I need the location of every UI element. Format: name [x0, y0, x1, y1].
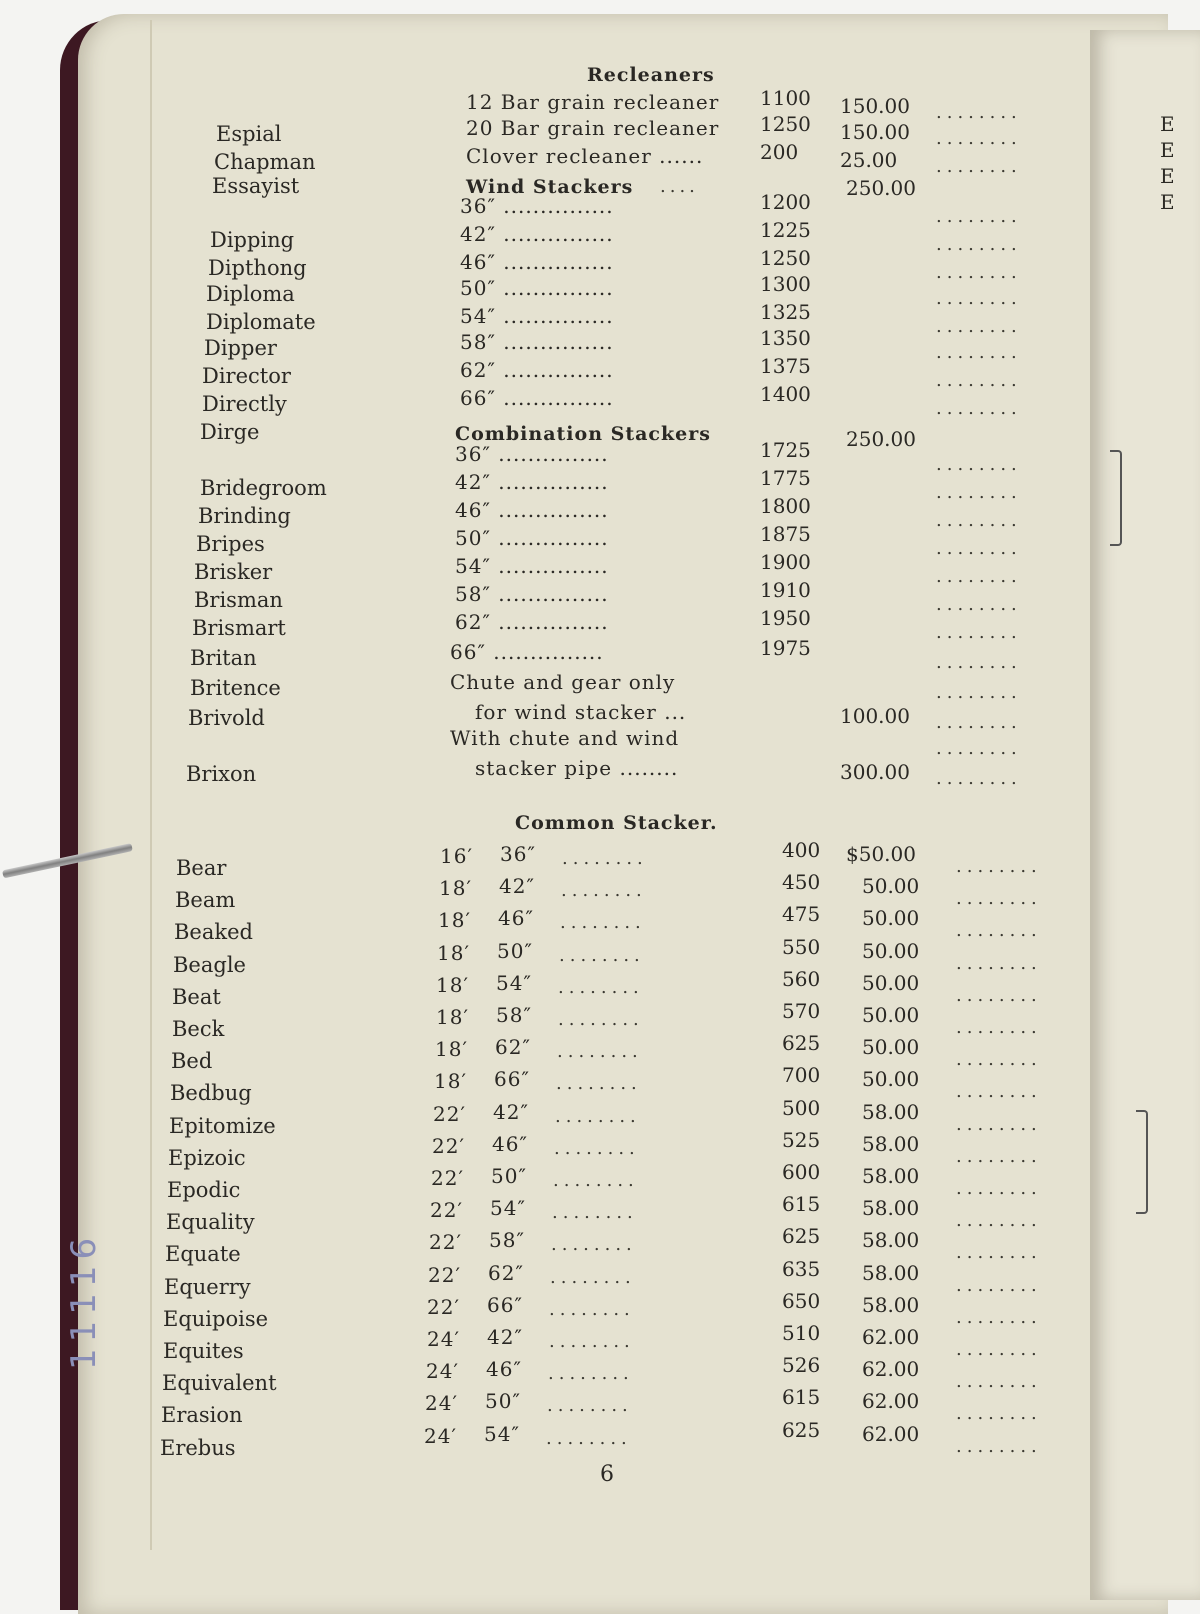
item-description: 50″ ...............	[460, 276, 614, 300]
item-price: 62.00	[862, 1389, 920, 1414]
stacker-length: 22′	[429, 1230, 462, 1255]
item-price: 62.00	[862, 1325, 920, 1349]
item-price: 50.00	[862, 906, 920, 931]
stacker-length: 22′	[427, 1294, 460, 1319]
row-leader: ........	[558, 1009, 644, 1030]
item-weight: 615	[782, 1192, 821, 1217]
stacker-size: 42″	[493, 1099, 529, 1124]
item-weight: 570	[782, 999, 821, 1023]
order-blank-leader: ........	[956, 1371, 1042, 1393]
stacker-length: 22′	[432, 1133, 465, 1158]
stacker-length: 18′	[437, 940, 470, 965]
item-price: 50.00	[862, 970, 920, 995]
order-blank-leader: ........	[956, 1145, 1042, 1167]
item-description: 50″ ...............	[455, 526, 609, 550]
stacker-length: 24′	[425, 1391, 458, 1416]
order-blank-leader: ........	[936, 712, 1022, 733]
row-leader: ........	[553, 1170, 639, 1191]
stacker-length: 22′	[428, 1262, 461, 1287]
stacker-length: 24′	[424, 1423, 457, 1448]
item-description: With chute and wind	[450, 726, 680, 750]
item-description: 42″ ...............	[455, 470, 609, 494]
item-weight: 1250	[760, 112, 811, 136]
telegraph-code: Equality	[166, 1210, 255, 1235]
row-leader: ........	[551, 1234, 637, 1256]
telegraph-code: Equerry	[164, 1274, 251, 1299]
order-blank-leader: ........	[956, 1049, 1042, 1071]
row-leader: ........	[550, 1266, 636, 1288]
stacker-size: 62″	[488, 1260, 524, 1285]
item-price: 62.00	[862, 1357, 920, 1382]
item-description: 46″ ...............	[455, 498, 609, 522]
telegraph-code: Epizoic	[168, 1145, 246, 1170]
stacker-length: 22′	[433, 1101, 466, 1126]
stacker-length: 18′	[436, 972, 469, 997]
telegraph-code: Dipper	[204, 336, 277, 360]
order-blank-leader: ........	[956, 920, 1042, 942]
item-description: 58″ ...............	[460, 330, 614, 354]
row-leader: ........	[561, 880, 647, 902]
row-leader: ........	[557, 1041, 643, 1063]
stacker-size: 66″	[494, 1067, 530, 1092]
item-weight: 1200	[760, 190, 811, 214]
item-description: 54″ ...............	[455, 554, 609, 578]
item-weight: 1775	[760, 466, 811, 490]
row-leader: ........	[547, 1395, 633, 1417]
order-blank-leader: ........	[936, 234, 1022, 255]
item-price: 58.00	[862, 1228, 920, 1253]
telegraph-code: Equipoise	[163, 1306, 269, 1331]
telegraph-code: Director	[202, 364, 291, 388]
telegraph-code: Dipthong	[208, 256, 307, 280]
item-description: 46″ ...............	[460, 250, 614, 274]
order-blank-leader: ........	[936, 768, 1022, 789]
telegraph-code: Essayist	[212, 174, 300, 198]
order-blank-leader: ........	[936, 682, 1022, 703]
order-blank-leader: ........	[936, 370, 1022, 391]
telegraph-code: Bridegroom	[200, 476, 327, 500]
item-weight: 526	[782, 1353, 821, 1378]
stacker-length: 18′	[435, 1037, 468, 1062]
telegraph-code: Beat	[172, 984, 221, 1009]
telegraph-code: Espial	[216, 122, 282, 146]
telegraph-code: Brisman	[194, 588, 283, 612]
item-weight: 1725	[760, 438, 811, 462]
item-weight: 600	[782, 1160, 821, 1184]
telegraph-code: Brivold	[188, 706, 265, 730]
item-price: 50.00	[862, 938, 920, 963]
item-weight: 1300	[760, 272, 811, 296]
order-blank-leader: ........	[936, 594, 1022, 615]
item-weight: 1325	[760, 300, 811, 324]
item-weight: 1910	[760, 578, 811, 602]
row-leader: ........	[555, 1105, 641, 1127]
telegraph-code: Chapman	[214, 150, 316, 174]
stacker-size: 46″	[486, 1357, 522, 1382]
order-blank-leader: ........	[956, 1306, 1042, 1328]
order-blank-leader: ........	[956, 1210, 1042, 1232]
telegraph-code: Bear	[176, 856, 227, 880]
row-leader: ........	[562, 848, 648, 869]
page-margin-line	[150, 20, 162, 1550]
item-description: 66″ ...............	[450, 640, 604, 664]
stacker-size: 62″	[495, 1035, 531, 1060]
item-description: stacker pipe ........	[475, 756, 679, 780]
telegraph-code: Britan	[190, 646, 257, 670]
order-blank-leader: ........	[956, 1339, 1042, 1360]
row-leader: ........	[552, 1202, 638, 1224]
item-price: 50.00	[862, 1035, 920, 1060]
order-blank-leader: ........	[956, 1081, 1042, 1103]
telegraph-code: Equate	[165, 1242, 241, 1267]
order-blank-leader: ........	[956, 984, 1042, 1006]
telegraph-code: Bripes	[196, 532, 265, 556]
telegraph-code: Dipping	[210, 228, 295, 252]
row-leader: ........	[549, 1331, 635, 1352]
row-leader: ........	[560, 912, 646, 934]
stacker-length: 18′	[436, 1005, 469, 1029]
right-page	[1090, 30, 1200, 1600]
stacker-size: 50″	[485, 1389, 521, 1414]
item-price: 150.00	[840, 94, 910, 118]
item-weight: 1250	[760, 246, 811, 270]
order-blank-leader: ........	[936, 738, 1022, 759]
item-weight: 400	[782, 838, 821, 862]
item-weight: 1950	[760, 606, 811, 630]
section-title-combination-stackers: Combination Stackers	[455, 423, 711, 445]
order-blank-leader: ........	[936, 566, 1022, 587]
order-blank-leader: ........	[956, 1178, 1042, 1199]
order-blank-leader: ........	[936, 262, 1022, 283]
item-weight: 1975	[760, 636, 811, 660]
order-blank-leader: ........	[936, 342, 1022, 363]
item-weight: 1800	[760, 494, 811, 518]
item-price: 58.00	[862, 1196, 920, 1221]
order-blank-leader: ........	[936, 398, 1022, 419]
telegraph-code: Britence	[190, 676, 281, 700]
item-weight: 1100	[760, 86, 811, 110]
order-blank-leader: ........	[936, 288, 1022, 309]
item-description: 54″ ...............	[460, 304, 614, 328]
item-price: 100.00	[840, 704, 910, 728]
stacker-length: 18′	[439, 876, 472, 901]
item-price: 58.00	[862, 1164, 920, 1188]
telegraph-code: Directly	[202, 392, 287, 416]
item-description: 12 Bar grain recleaner	[466, 90, 720, 114]
item-price: 50.00	[862, 874, 920, 899]
stacker-size: 46″	[492, 1131, 528, 1156]
stacker-size: 58″	[489, 1228, 525, 1253]
order-blank-leader: ........	[956, 1113, 1042, 1135]
telegraph-code: Diploma	[206, 282, 295, 306]
item-weight: 1350	[760, 326, 811, 350]
item-description: 36″ ...............	[455, 442, 609, 466]
stacker-length: 22′	[430, 1198, 463, 1223]
right-page-letter: E	[1160, 112, 1175, 136]
item-weight: 650	[782, 1288, 821, 1313]
staple	[1110, 450, 1122, 546]
item-weight: 550	[782, 934, 821, 959]
item-weight: 635	[782, 1256, 821, 1281]
row-leader: ........	[556, 1073, 642, 1095]
order-blank-leader: ........	[956, 888, 1042, 910]
order-blank-leader: ........	[956, 856, 1042, 877]
order-blank-leader: ........	[956, 1242, 1042, 1264]
stacker-length: 18′	[434, 1069, 467, 1094]
item-price: 150.00	[840, 120, 910, 144]
section-title-recleaners: Recleaners	[587, 64, 715, 86]
item-description: 58″ ...............	[455, 582, 609, 606]
stacker-size: 54″	[496, 970, 532, 995]
right-page-letter: E	[1160, 190, 1175, 214]
stacker-size: 36″	[500, 842, 536, 866]
item-description: 62″ ...............	[460, 358, 614, 382]
item-description: for wind stacker ...	[475, 700, 687, 724]
order-blank-leader: ........	[956, 1017, 1042, 1038]
telegraph-code: Equites	[163, 1339, 244, 1363]
item-weight: 510	[782, 1321, 821, 1345]
item-weight: 1225	[760, 218, 811, 242]
item-weight: 475	[782, 902, 821, 927]
stacker-length: 24′	[426, 1359, 459, 1384]
row-leader: ........	[559, 944, 645, 966]
order-blank-leader: ........	[936, 156, 1022, 177]
row-leader: ........	[546, 1427, 632, 1449]
order-blank-leader: ........	[936, 454, 1022, 475]
item-price: 25.00	[840, 148, 898, 172]
telegraph-code: Beagle	[173, 952, 246, 977]
order-blank-leader: ........	[956, 1403, 1042, 1425]
telegraph-code: Erasion	[161, 1403, 243, 1428]
item-weight: 1375	[760, 354, 811, 378]
item-price: 58.00	[862, 1260, 920, 1285]
item-weight: 625	[782, 1031, 821, 1056]
order-blank-leader: ........	[956, 952, 1042, 974]
item-weight: 525	[782, 1127, 821, 1152]
item-description: 20 Bar grain recleaner	[466, 116, 720, 140]
order-blank-leader: ........	[956, 1435, 1042, 1457]
order-blank-leader: ........	[936, 482, 1022, 503]
order-blank-leader: ........	[936, 510, 1022, 531]
order-blank-leader: ........	[936, 652, 1022, 673]
order-blank-leader: ........	[936, 622, 1022, 643]
order-blank-leader: ........	[936, 538, 1022, 559]
stacker-length: 22′	[431, 1166, 464, 1190]
order-blank-leader: ........	[936, 128, 1022, 149]
section-title-wind-stackers: Wind Stackers	[466, 176, 634, 198]
item-description: Chute and gear only	[450, 670, 676, 694]
item-description: 66″ ...............	[460, 386, 614, 410]
item-weight: 560	[782, 966, 821, 991]
telegraph-code: Equivalent	[162, 1371, 277, 1396]
telegraph-code: Diplomate	[206, 310, 316, 334]
section-title-common-stacker: Common Stacker.	[515, 812, 718, 834]
staple	[1136, 1110, 1148, 1214]
row-leader: ........	[554, 1137, 640, 1159]
row-leader: ........	[558, 976, 644, 998]
item-price: 58.00	[862, 1099, 920, 1124]
item-weight: 1400	[760, 382, 811, 406]
order-blank-leader: ........	[936, 206, 1022, 227]
order-blank-leader: ........	[956, 1274, 1042, 1296]
telegraph-code: Brisker	[194, 560, 273, 584]
telegraph-code: Erebus	[160, 1435, 236, 1460]
item-price: 62.00	[862, 1421, 920, 1446]
pencil-note: 11116	[64, 1231, 104, 1370]
item-price: 58.00	[862, 1131, 920, 1156]
telegraph-code: Bed	[171, 1049, 213, 1074]
item-weight: 500	[782, 1095, 821, 1120]
item-price: 300.00	[840, 760, 910, 784]
item-description: Clover recleaner ......	[466, 144, 704, 168]
item-weight: 1875	[760, 522, 811, 546]
telegraph-code: Brismart	[192, 616, 286, 640]
telegraph-code: Beck	[172, 1017, 225, 1041]
wind-stackers-price: 250.00	[846, 176, 916, 200]
item-price: $50.00	[846, 842, 916, 866]
right-page-letter: E	[1160, 138, 1175, 162]
telegraph-code: Bedbug	[170, 1081, 252, 1106]
item-weight: 450	[782, 870, 821, 895]
right-page-letter: E	[1160, 164, 1175, 188]
stacker-size: 54″	[484, 1421, 520, 1446]
page-number: 6	[600, 1462, 614, 1487]
stacker-size: 42″	[499, 874, 535, 899]
item-weight: 615	[782, 1385, 821, 1410]
stacker-size: 58″	[496, 1003, 532, 1027]
telegraph-code: Epitomize	[169, 1113, 276, 1138]
stacker-size: 66″	[487, 1292, 523, 1317]
stacker-size: 42″	[487, 1325, 523, 1349]
order-blank-leader: ........	[936, 316, 1022, 337]
stacker-size: 46″	[498, 906, 534, 931]
stacker-length: 24′	[427, 1327, 460, 1351]
item-description: 36″ ...............	[460, 194, 614, 218]
order-blank-leader: ........	[936, 102, 1022, 123]
item-description: 62″ ...............	[455, 610, 609, 634]
telegraph-code: Beaked	[174, 920, 253, 945]
telegraph-code: Dirge	[200, 420, 260, 444]
telegraph-code: Brixon	[186, 762, 257, 786]
combination-stackers-price: 250.00	[846, 427, 916, 451]
item-weight: 625	[782, 1224, 821, 1249]
item-price: 58.00	[862, 1292, 920, 1317]
telegraph-code: Brinding	[198, 504, 291, 528]
stacker-size: 50″	[497, 938, 533, 963]
item-price: 50.00	[862, 1003, 920, 1027]
stacker-size: 50″	[491, 1164, 527, 1188]
item-description: 42″ ...............	[460, 222, 614, 246]
row-leader: ........	[548, 1363, 634, 1385]
row-leader: ........	[549, 1298, 635, 1320]
telegraph-code: Epodic	[167, 1178, 241, 1202]
item-price: 50.00	[862, 1067, 920, 1092]
stacker-length: 18′	[438, 908, 471, 933]
item-weight: 200	[760, 140, 799, 164]
item-weight: 1900	[760, 550, 811, 574]
telegraph-code: Beam	[175, 888, 236, 913]
item-weight: 625	[782, 1417, 821, 1442]
wind-stackers-leader: ....	[660, 176, 699, 197]
stacker-length: 16′	[440, 844, 473, 868]
stacker-size: 54″	[490, 1196, 526, 1221]
item-weight: 700	[782, 1063, 821, 1088]
